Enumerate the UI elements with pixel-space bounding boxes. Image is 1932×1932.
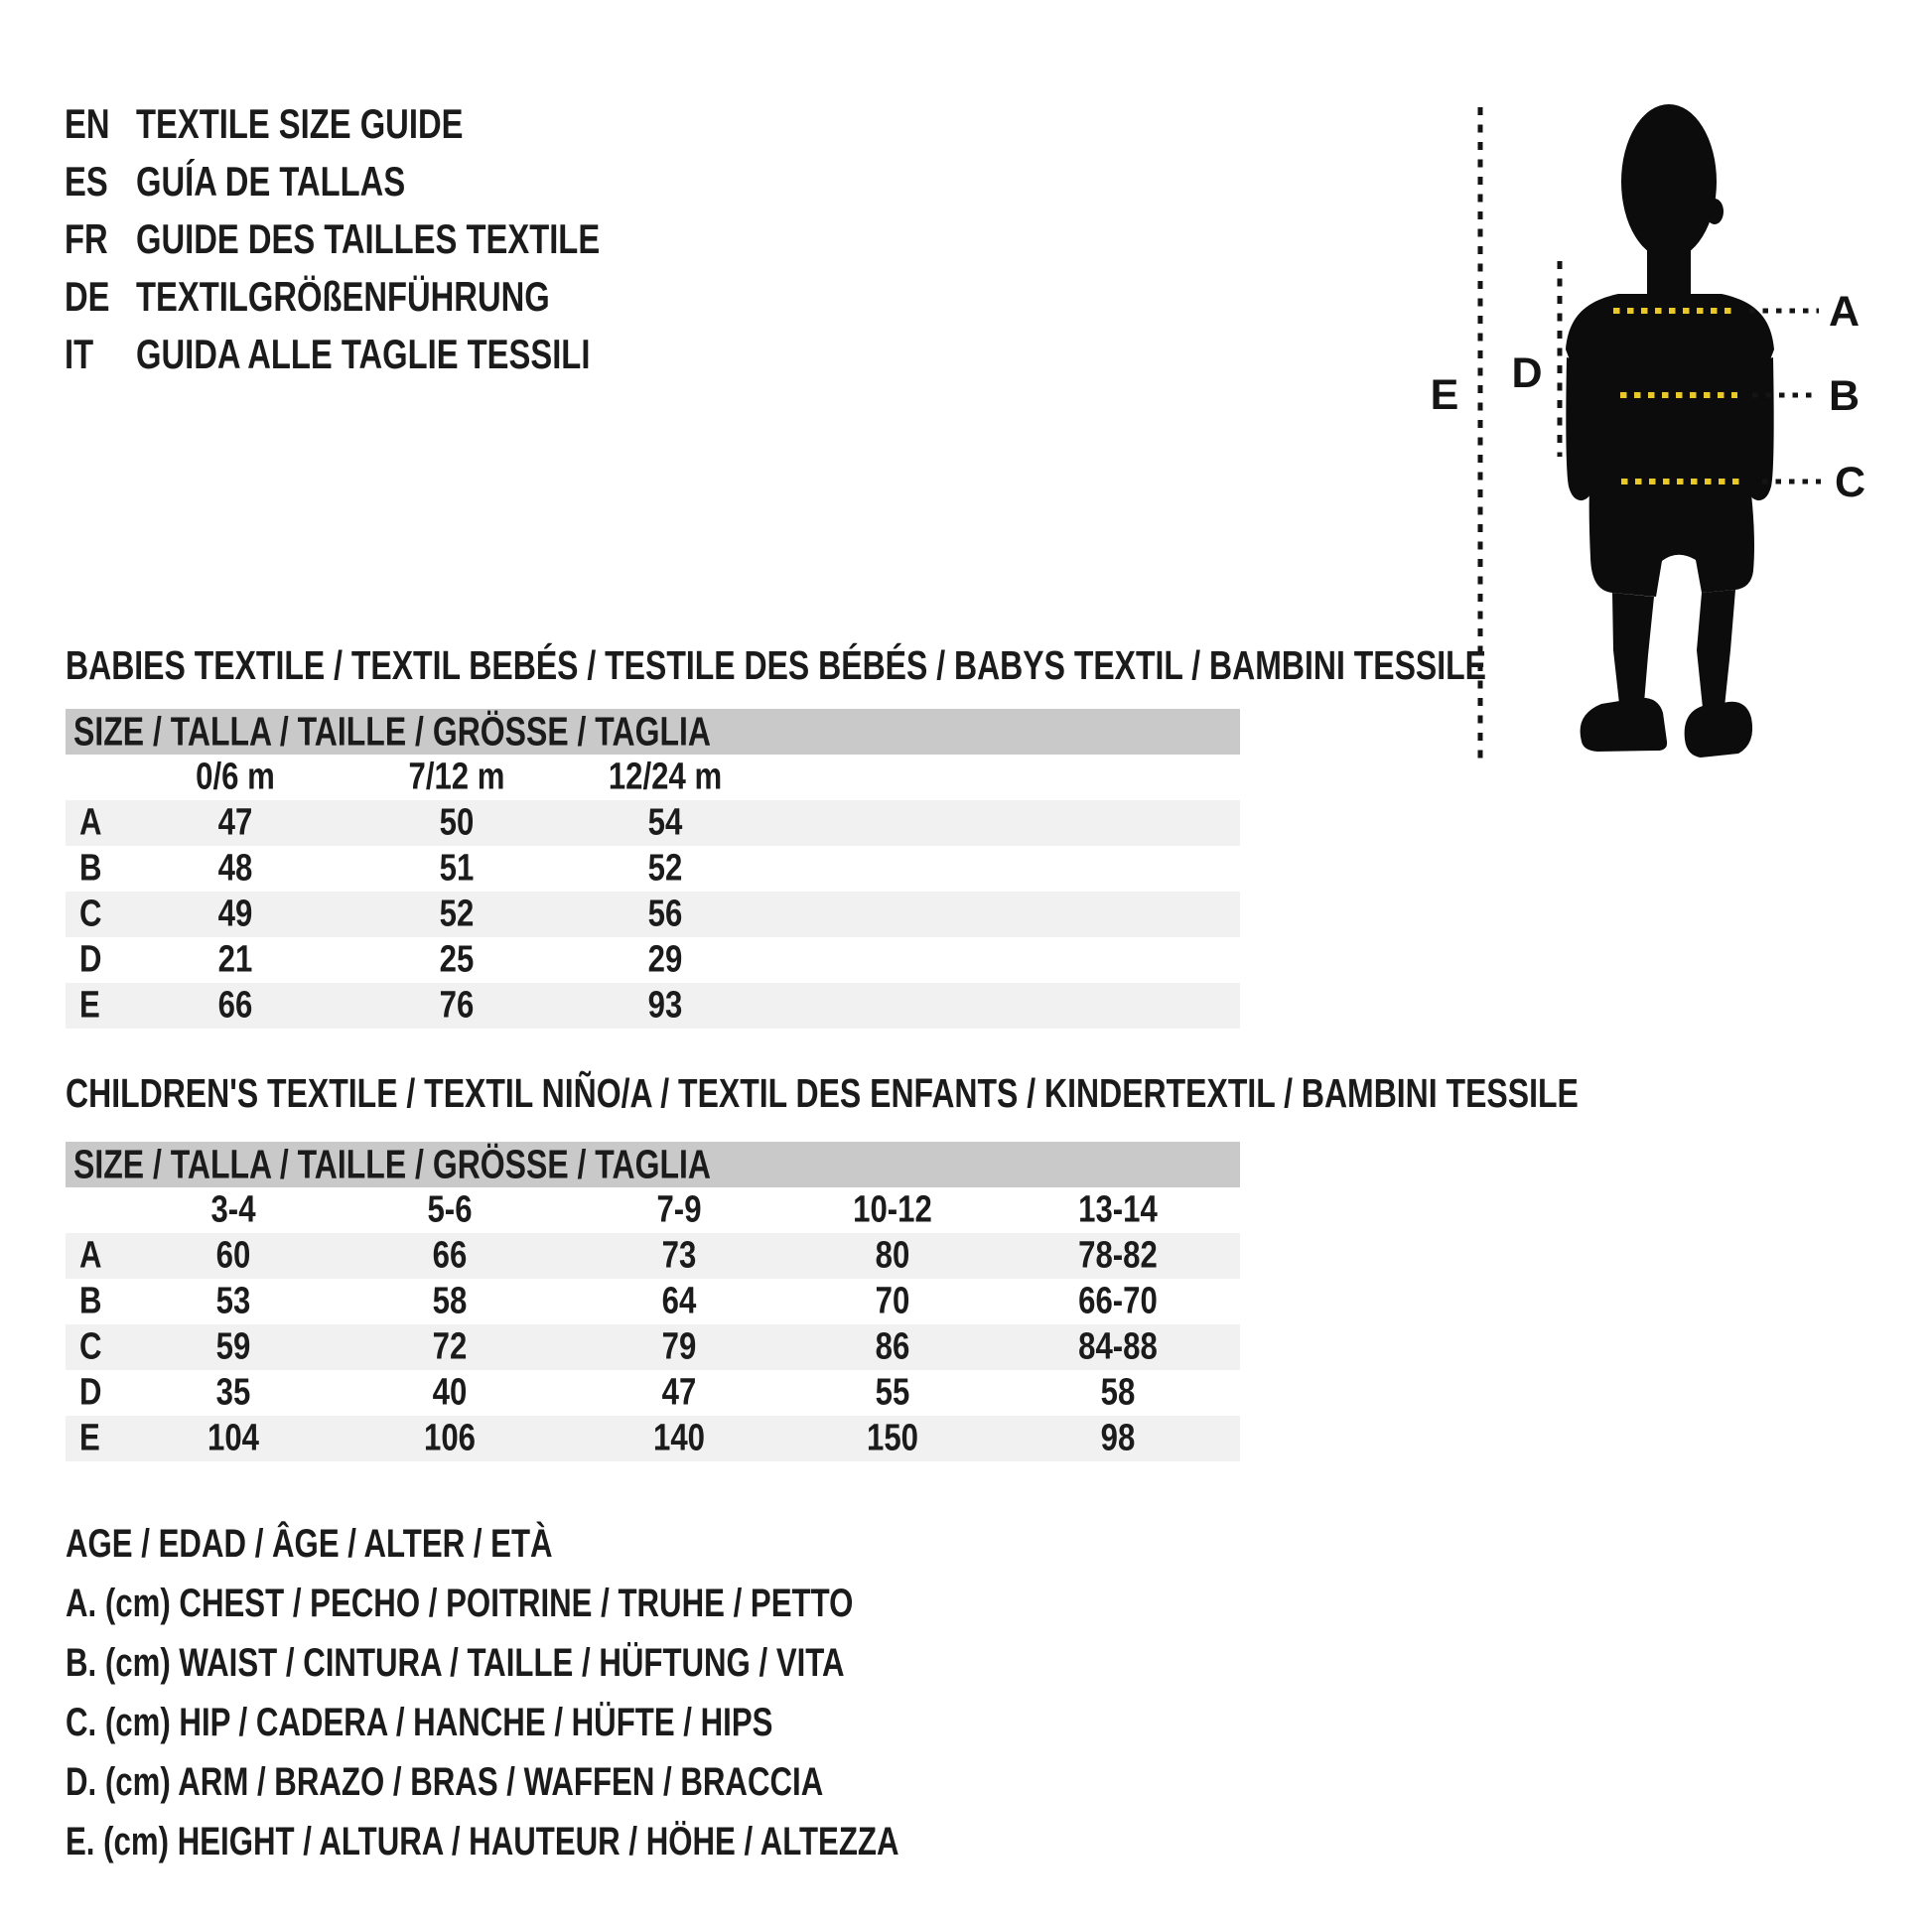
lang-code: ES [65, 158, 108, 205]
babies-section-title: BABIES TEXTILE / TEXTIL BEBÉS / TESTILE DES BÉBÉS / BABYS TEXTIL / BAMBINI TESSILE [66, 642, 1487, 688]
column-header: 7/12 m [408, 756, 505, 798]
cell-value: 79 [661, 1325, 697, 1368]
row-label: B [79, 847, 102, 890]
babies-size-header-bar [66, 709, 1240, 755]
cell-value: 55 [875, 1371, 910, 1414]
lang-code: DE [65, 273, 110, 320]
cell-value: 52 [439, 893, 475, 935]
cell-value: 76 [439, 984, 475, 1027]
size-header-label: SIZE / TALLA / TAILLE / GRÖSSE / TAGLIA [73, 1141, 711, 1187]
table-row-c [66, 892, 1240, 937]
cell-value: 51 [439, 847, 475, 890]
table-row-c [66, 1324, 1240, 1370]
cell-value: 66 [432, 1234, 468, 1277]
cell-value: 66 [217, 984, 253, 1027]
row-label: D [79, 1371, 102, 1414]
table-row-b [66, 1279, 1240, 1324]
table-row-b [66, 846, 1240, 892]
size-header-label: SIZE / TALLA / TAILLE / GRÖSSE / TAGLIA [73, 708, 711, 755]
cell-value: 40 [432, 1371, 468, 1414]
children-size-header-bar [66, 1142, 1240, 1187]
table-row-a [66, 1233, 1240, 1279]
cell-value: 47 [217, 801, 253, 844]
column-header: 7-9 [656, 1188, 702, 1231]
cell-value: 70 [875, 1280, 910, 1322]
cell-value: 35 [215, 1371, 251, 1414]
guide-title: GUÍA DE TALLAS [136, 158, 406, 205]
column-header: 5-6 [427, 1188, 473, 1231]
cell-value: 59 [215, 1325, 251, 1368]
column-header: 10-12 [853, 1188, 932, 1231]
row-label: A [79, 801, 102, 844]
cell-value: 49 [217, 893, 253, 935]
cell-value: 21 [217, 938, 253, 981]
column-header: 13-14 [1078, 1188, 1158, 1231]
cell-value: 25 [439, 938, 475, 981]
figure-label-a: A [1829, 288, 1861, 336]
guide-title: GUIDE DES TAILLES TEXTILE [136, 215, 601, 262]
table-row-e [66, 983, 1240, 1029]
babies-column-header-row [66, 755, 1240, 800]
language-title-block [65, 95, 731, 383]
measurement-legend [66, 1514, 1134, 1871]
table-row-d [66, 1370, 1240, 1416]
legend-arm-line: D. (cm) ARM / BRAZO / BRAS / WAFFEN / BRACCIA [66, 1760, 824, 1804]
cell-value: 150 [867, 1417, 918, 1459]
cell-value: 56 [647, 893, 683, 935]
cell-value: 106 [424, 1417, 476, 1459]
row-label: D [79, 938, 102, 981]
legend-chest-line: A. (cm) CHEST / PECHO / POITRINE / TRUHE / PETTO [66, 1582, 854, 1625]
cell-value: 29 [647, 938, 683, 981]
cell-value: 60 [215, 1234, 251, 1277]
children-size-table [66, 1142, 1240, 1461]
figure-label-c: C [1835, 459, 1866, 506]
guide-title: TEXTILE SIZE GUIDE [136, 100, 464, 147]
cell-value: 93 [647, 984, 683, 1027]
legend-hip-line: C. (cm) HIP / CADERA / HANCHE / HÜFTE / HIPS [66, 1701, 773, 1744]
cell-value: 50 [439, 801, 475, 844]
cell-value: 48 [217, 847, 253, 890]
table-row-d [66, 937, 1240, 983]
children-section-title: CHILDREN'S TEXTILE / TEXTIL NIÑO/A / TEXTIL DES ENFANTS / KINDERTEXTIL / BAMBINI TESSILE [66, 1070, 1579, 1116]
legend-age-line: AGE / EDAD / ÂGE / ALTER / ETÀ [66, 1522, 553, 1566]
lang-code: IT [65, 331, 94, 377]
lang-code: EN [65, 100, 110, 147]
cell-value: 98 [1100, 1417, 1136, 1459]
cell-value: 80 [875, 1234, 910, 1277]
guide-title: TEXTILGRÖßENFÜHRUNG [136, 273, 550, 320]
lang-row-de [65, 268, 731, 326]
lang-row-es [65, 153, 731, 210]
table-row-a [66, 800, 1240, 846]
cell-value: 47 [661, 1371, 697, 1414]
lang-row-it [65, 326, 731, 383]
column-header: 12/24 m [608, 756, 723, 798]
cell-value: 64 [661, 1280, 697, 1322]
cell-value: 73 [661, 1234, 697, 1277]
cell-value: 58 [1100, 1371, 1136, 1414]
table-row-e [66, 1416, 1240, 1461]
cell-value: 86 [875, 1325, 910, 1368]
row-label: E [79, 1417, 100, 1459]
cell-value: 84-88 [1078, 1325, 1158, 1368]
column-header: 0/6 m [196, 756, 275, 798]
children-column-header-row [66, 1187, 1240, 1233]
figure-label-e: E [1430, 371, 1459, 419]
lang-row-fr [65, 210, 731, 268]
row-label: C [79, 893, 102, 935]
row-label: C [79, 1325, 102, 1368]
cell-value: 140 [653, 1417, 705, 1459]
legend-waist-line: B. (cm) WAIST / CINTURA / TAILLE / HÜFTUNG / VITA [66, 1641, 845, 1685]
row-label: A [79, 1234, 102, 1277]
cell-value: 104 [207, 1417, 259, 1459]
guide-title: GUIDA ALLE TAGLIE TESSILI [136, 331, 591, 377]
lang-row-en [65, 95, 731, 153]
row-label: E [79, 984, 100, 1027]
figure-label-b: B [1829, 372, 1861, 420]
cell-value: 78-82 [1078, 1234, 1158, 1277]
lang-code: FR [65, 215, 108, 262]
cell-value: 54 [647, 801, 683, 844]
cell-value: 66-70 [1078, 1280, 1158, 1322]
legend-height-line: E. (cm) HEIGHT / ALTURA / HAUTEUR / HÖHE / ALTEZZA [66, 1820, 899, 1863]
cell-value: 72 [432, 1325, 468, 1368]
cell-value: 53 [215, 1280, 251, 1322]
cell-value: 58 [432, 1280, 468, 1322]
cell-value: 52 [647, 847, 683, 890]
figure-label-d: D [1511, 349, 1543, 397]
row-label: B [79, 1280, 102, 1322]
column-header: 3-4 [210, 1188, 256, 1231]
babies-size-table [66, 709, 1240, 1029]
